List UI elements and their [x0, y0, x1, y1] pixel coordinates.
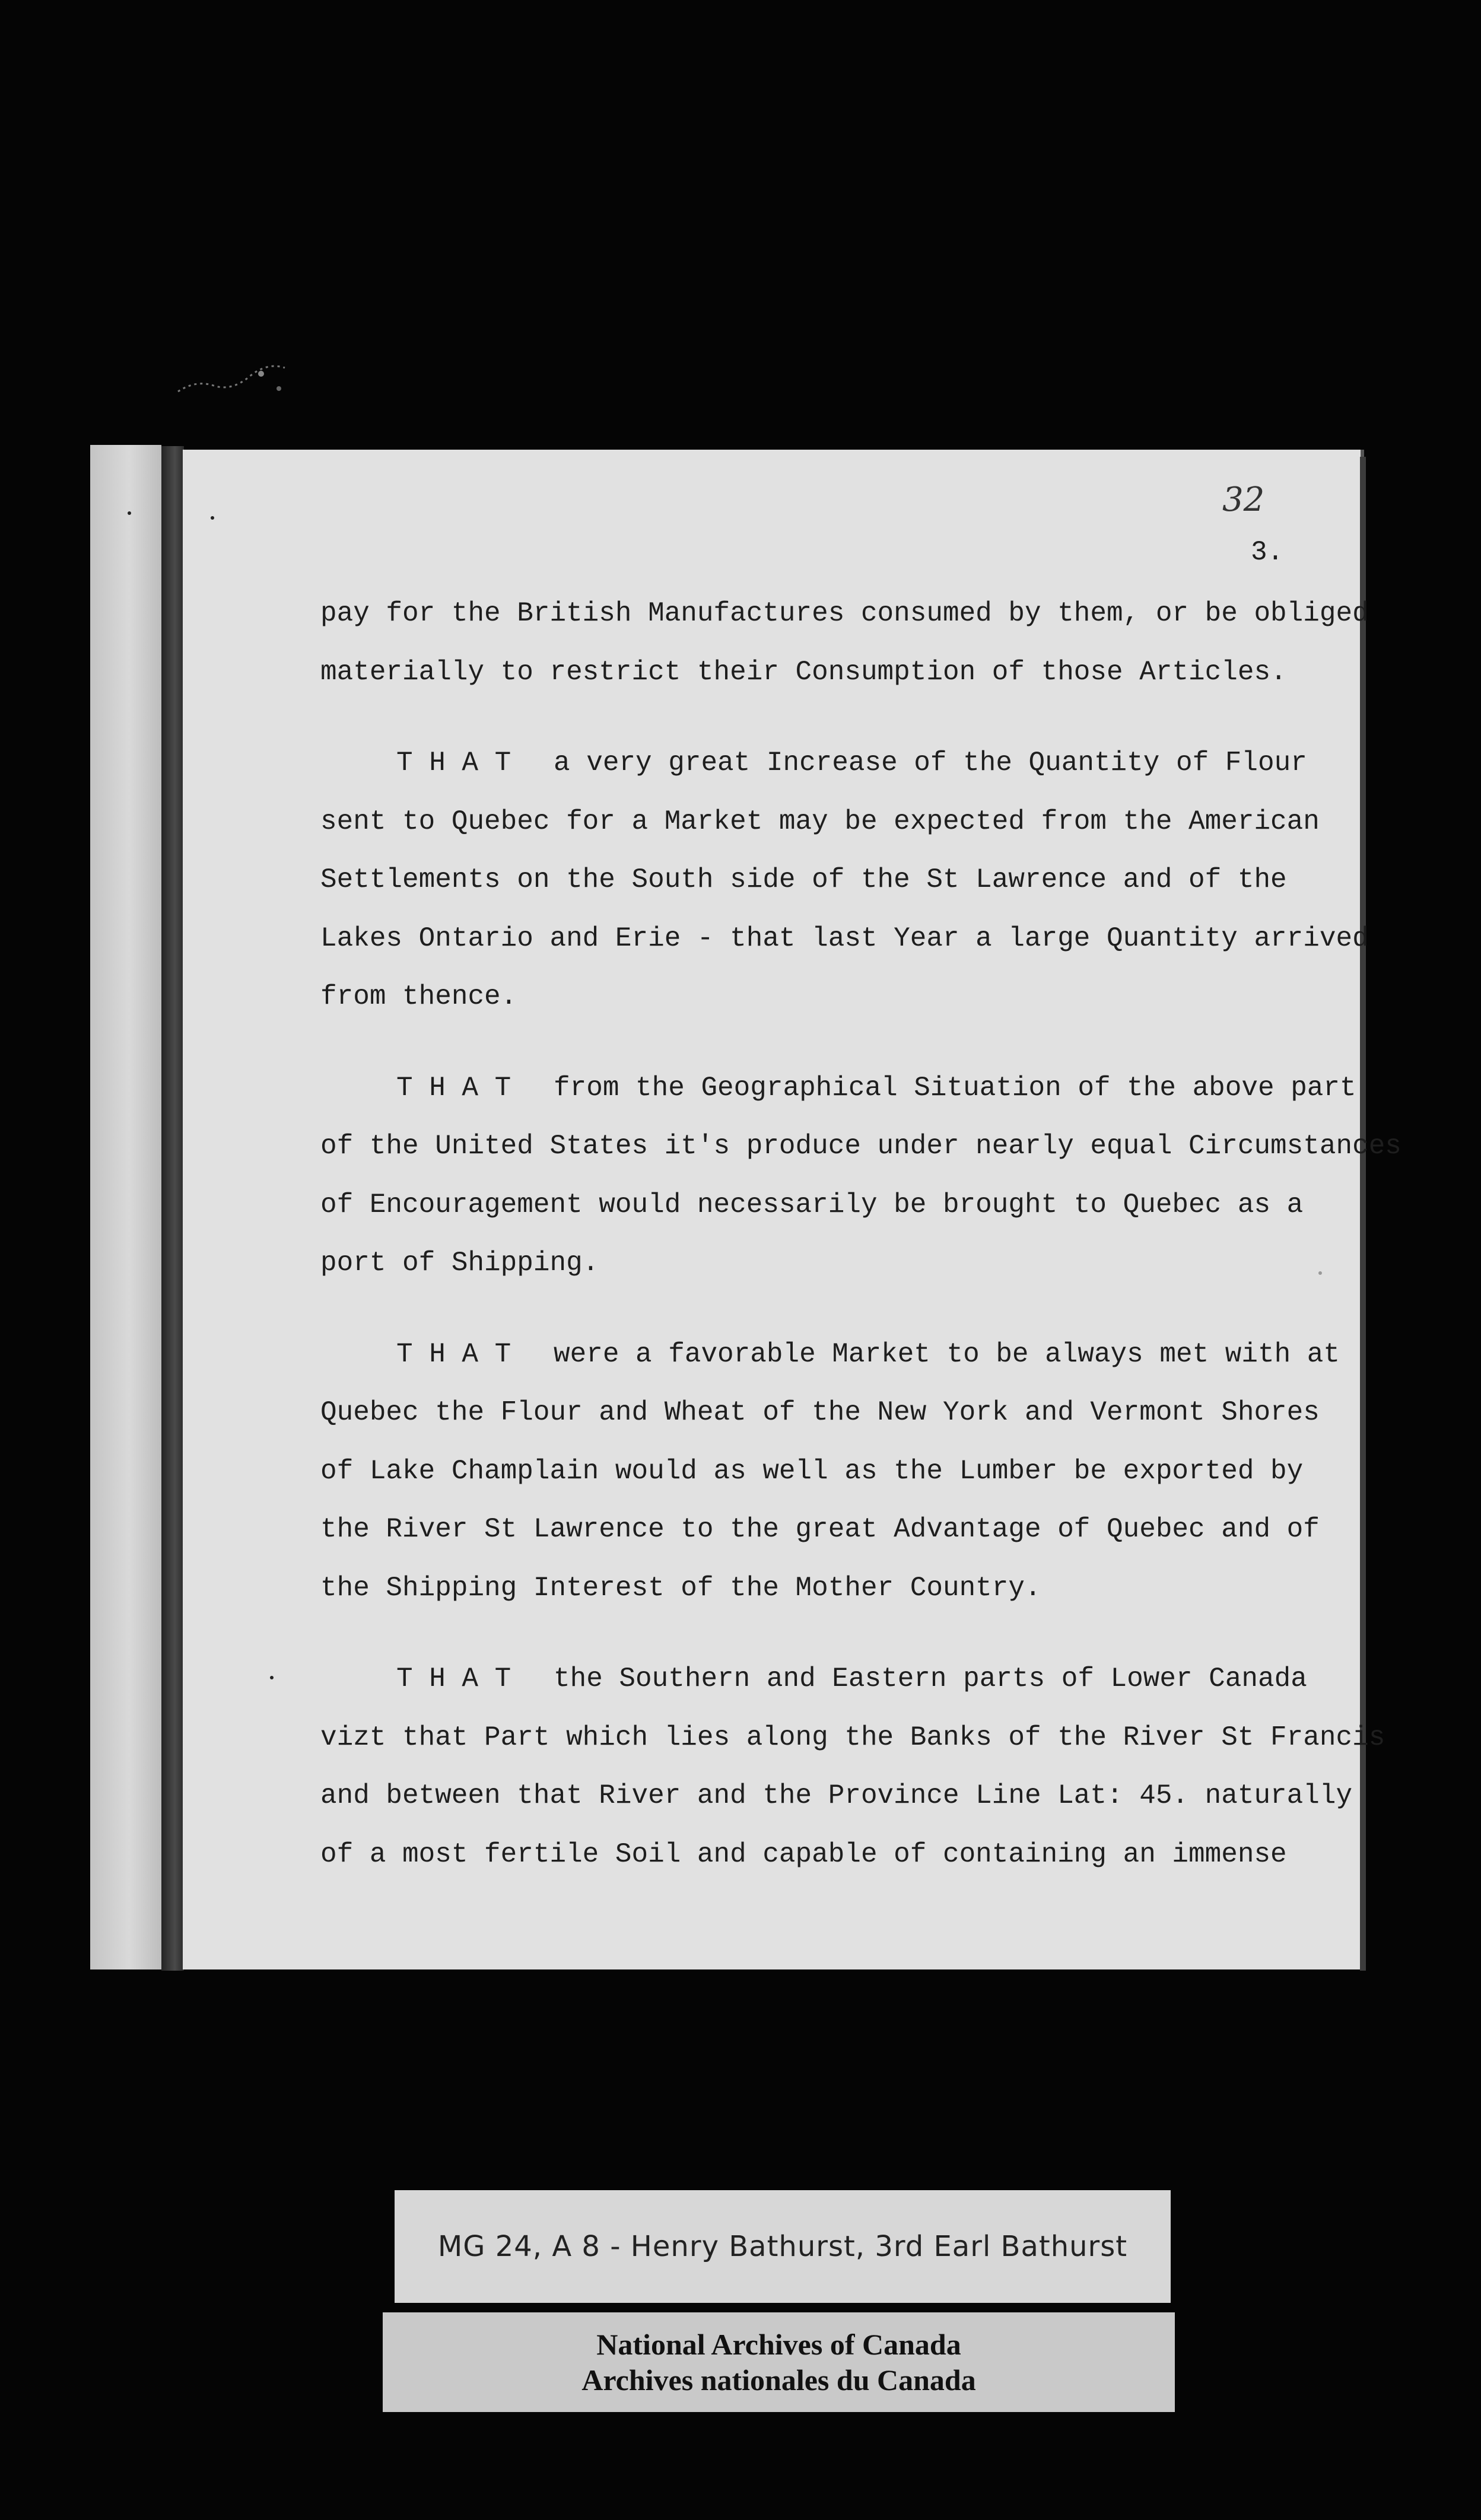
that-lead: T H A T — [396, 1663, 511, 1694]
text-line: the Shipping Interest of the Mother Country. — [320, 1572, 1041, 1603]
text-line — [320, 734, 1365, 793]
text-line: vizt that Part which lies along the Banks of the River St Francis — [320, 1722, 1385, 1753]
text-line: of Lake Champlain would as well as the Lumber be exported by — [320, 1455, 1304, 1487]
text-line-rest: were a favorable Market to be always met with at — [554, 1338, 1340, 1370]
text-line: Settlements on the South side of the St Lawrence and of the — [320, 864, 1287, 895]
text-line: from thence. — [320, 981, 517, 1012]
that-lead: T H A T — [396, 1072, 511, 1103]
archive-name-en: National Archives of Canada — [596, 2328, 961, 2361]
page-number: 3. — [1251, 537, 1284, 568]
text-line: the River St Lawrence to the great Advantage of Quebec and of — [320, 1514, 1320, 1545]
text-line — [320, 1325, 1365, 1384]
text-line: port of Shipping. — [320, 1248, 599, 1278]
text-line: and between that River and the Province Line Lat: 45. naturally — [320, 1780, 1353, 1811]
text-line: of the United States it's produce under nearly equal Circumstances — [320, 1131, 1401, 1162]
archive-name-fr: Archives nationales du Canada — [581, 2363, 976, 2397]
text-line-rest: a very great Increase of the Quantity of Flour — [554, 747, 1307, 778]
speck — [270, 1676, 274, 1679]
that-lead: T H A T — [396, 747, 511, 778]
text-line: Lakes Ontario and Erie - that last Year a large Quantity arrived — [320, 922, 1369, 954]
text-line-rest: from the Geographical Situation of the above part — [554, 1072, 1356, 1103]
reference-label — [395, 2190, 1171, 2303]
binding-shadow — [161, 446, 184, 1971]
dust-marks — [172, 356, 297, 403]
document-body — [320, 584, 1401, 1883]
speck — [211, 516, 214, 520]
archive-label — [383, 2312, 1175, 2412]
speck — [128, 511, 131, 515]
that-lead: T H A T — [396, 1338, 511, 1370]
text-line: Quebec the Flour and Wheat of the New York and Vermont Shores — [320, 1397, 1320, 1428]
reference-label-text: MG 24, A 8 - Henry Bathurst, 3rd Earl Bathurst — [437, 2230, 1128, 2263]
text-line: pay for the British Manufactures consumed by them, or be obliged — [320, 598, 1369, 629]
text-line-rest: the Southern and Eastern parts of Lower Canada — [554, 1663, 1307, 1694]
text-line — [320, 1059, 1365, 1118]
text-line: materially to restrict their Consumption of those Articles. — [320, 656, 1287, 688]
text-line: of a most fertile Soil and capable of containing an immense — [320, 1838, 1287, 1870]
text-line: sent to Quebec for a Market may be expected from the American — [320, 806, 1320, 837]
text-line — [320, 1650, 1365, 1708]
binding-spine — [90, 445, 161, 1969]
text-line: of Encouragement would necessarily be brought to Quebec as a — [320, 1189, 1304, 1220]
handwritten-folio-number: 32 — [1222, 481, 1265, 519]
